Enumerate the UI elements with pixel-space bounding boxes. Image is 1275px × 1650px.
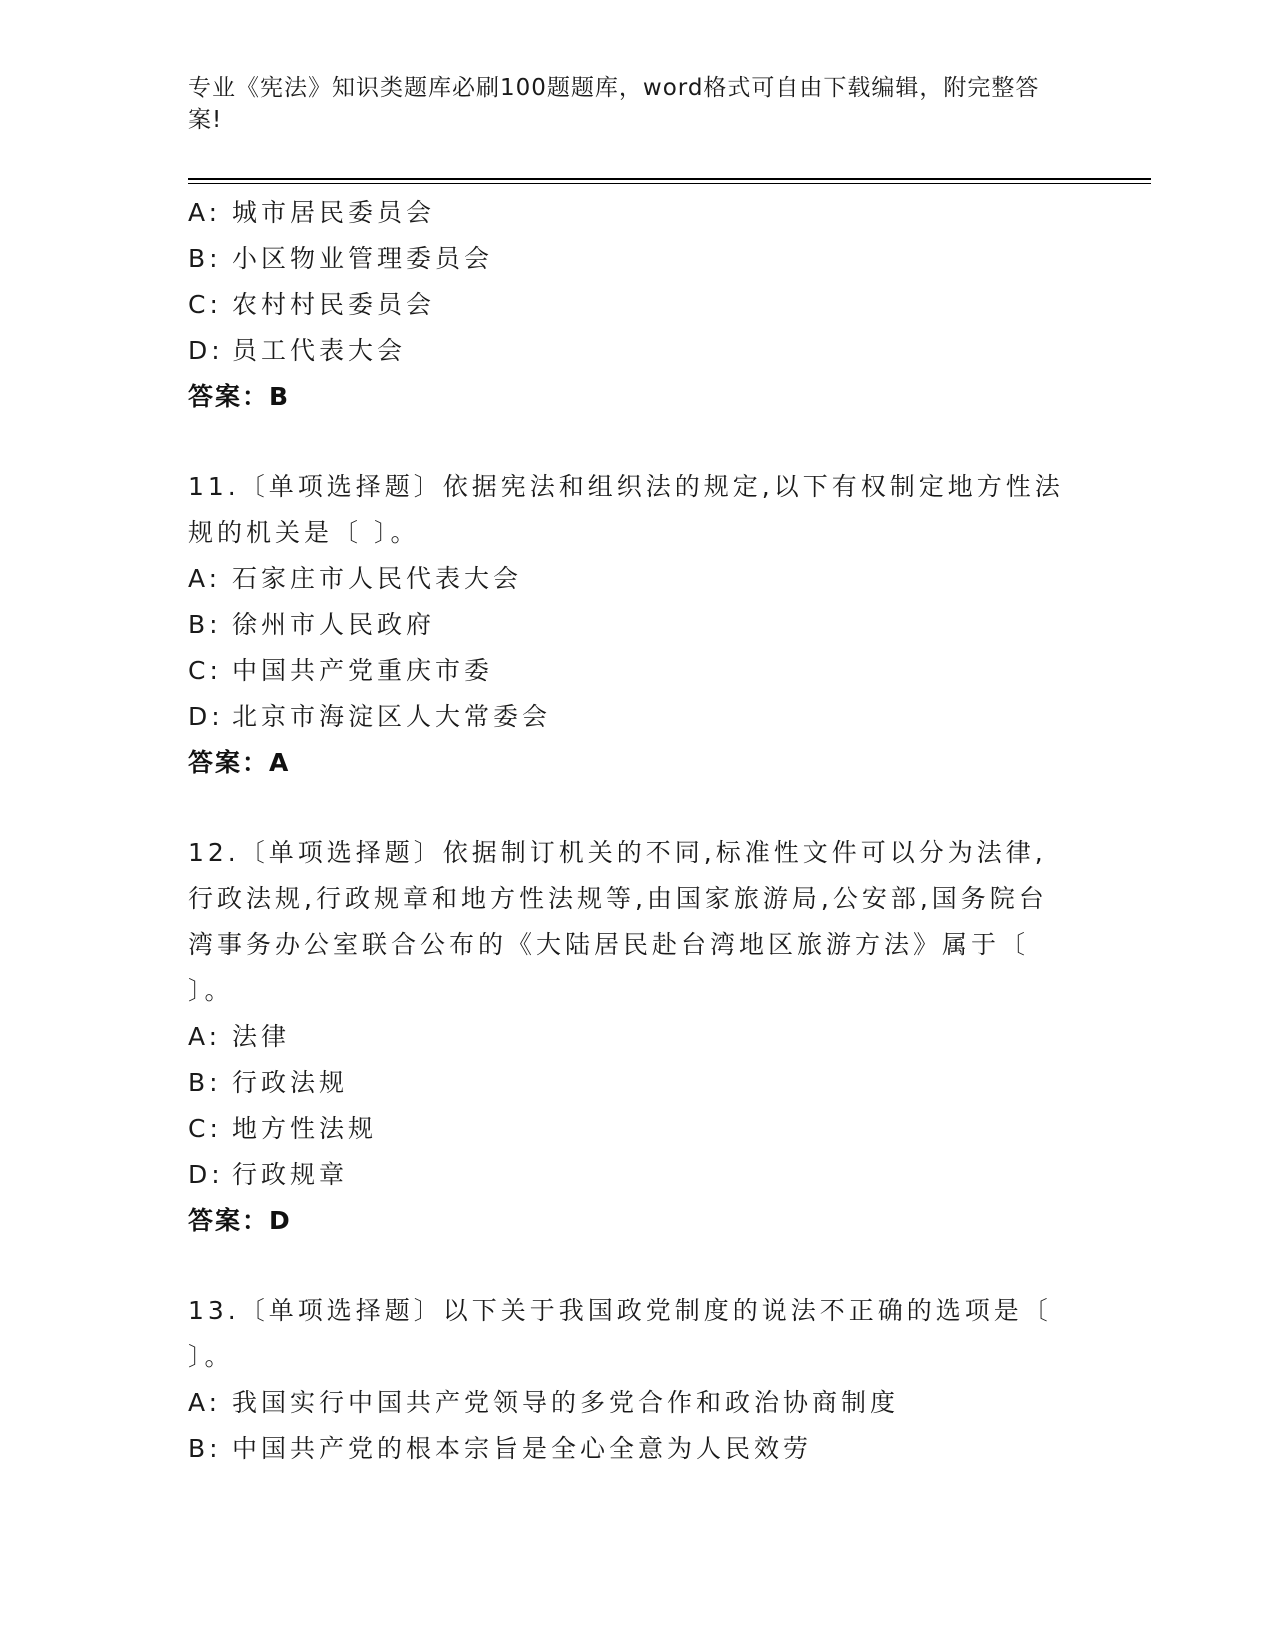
option-d: D: 行政规章 bbox=[188, 1160, 349, 1189]
option-a: A: 我国实行中国共产党领导的多党合作和政治协商制度 bbox=[188, 1388, 900, 1417]
option-d: D: 员工代表大会 bbox=[188, 336, 407, 365]
question-text: 13.〔单项选择题〕以下关于我国政党制度的说法不正确的选项是〔 〕。 bbox=[188, 1296, 1052, 1371]
option-c: C: 地方性法规 bbox=[188, 1114, 378, 1143]
question-text: 11.〔单项选择题〕依据宪法和组织法的规定,以下有权制定地方性法规的机关是〔 〕。 bbox=[188, 472, 1064, 547]
option-b: B: 小区物业管理委员会 bbox=[188, 244, 494, 273]
header-rule-thin bbox=[188, 183, 1151, 184]
option-d: D: 北京市海淀区人大常委会 bbox=[188, 702, 552, 731]
answer: 答案：B bbox=[188, 382, 291, 411]
option-c: C: 农村村民委员会 bbox=[188, 290, 436, 319]
answer: 答案：A bbox=[188, 748, 291, 777]
option-a: A: 法律 bbox=[188, 1022, 291, 1051]
question-13 bbox=[188, 1288, 1088, 1472]
option-a: A: 石家庄市人民代表大会 bbox=[188, 564, 523, 593]
header-rule-thick bbox=[188, 178, 1151, 180]
answer: 答案：D bbox=[188, 1206, 292, 1235]
option-a: A: 城市居民委员会 bbox=[188, 198, 436, 227]
option-b: B: 行政法规 bbox=[188, 1068, 349, 1097]
question-text: 12.〔单项选择题〕依据制订机关的不同,标准性文件可以分为法律,行政法规,行政规章和地方性法规等,由国家旅游局,公安部,国务院台湾事务办公室联合公布的《大陆居民赴台湾地区旅游方法》属于〔 〕。 bbox=[188, 838, 1048, 1005]
option-b: B: 徐州市人民政府 bbox=[188, 610, 436, 639]
option-b: B: 中国共产党的根本宗旨是全心全意为人民效劳 bbox=[188, 1434, 813, 1463]
header-title: 专业《宪法》知识类题库必刷100题题库，word格式可自由下载编辑，附完整答案! bbox=[188, 75, 1040, 133]
document-header bbox=[188, 72, 1068, 136]
question-10 bbox=[188, 190, 1088, 420]
question-list bbox=[188, 190, 1088, 1472]
option-c: C: 中国共产党重庆市委 bbox=[188, 656, 494, 685]
question-12 bbox=[188, 830, 1088, 1244]
question-11 bbox=[188, 464, 1088, 786]
